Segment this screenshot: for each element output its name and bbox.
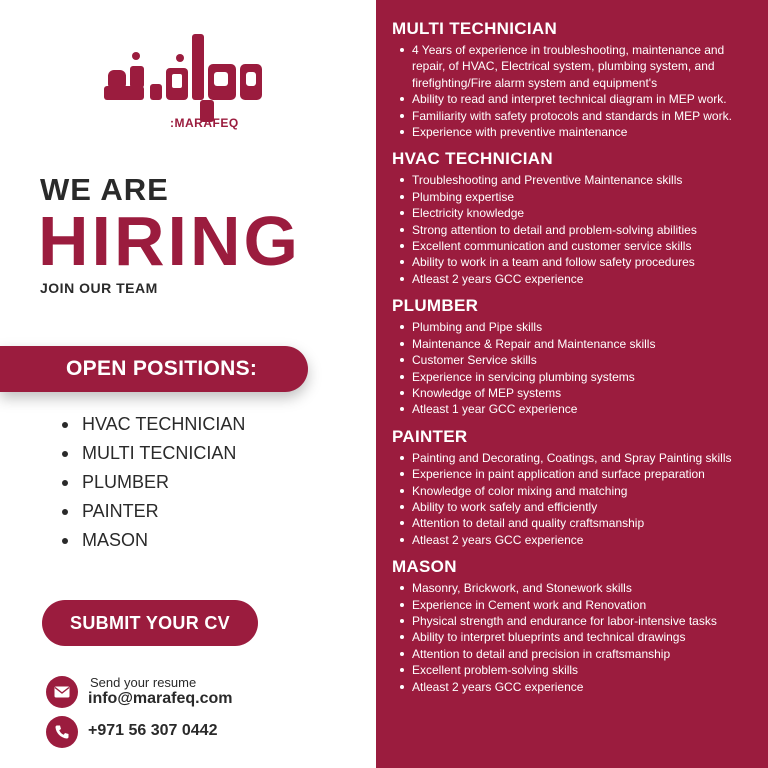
job-requirement: Troubleshooting and Preventive Maintenance skills	[412, 172, 758, 188]
job-requirement: Experience in Cement work and Renovation	[412, 597, 758, 613]
job-requirement: Maintenance & Repair and Maintenance skills	[412, 336, 758, 352]
positions-list	[62, 410, 245, 555]
job-requirement: Ability to interpret blueprints and technical drawings	[412, 629, 758, 645]
email-link[interactable]: info@marafeq.com	[88, 690, 233, 707]
job-painter	[392, 424, 758, 548]
job-hvac-technician	[392, 146, 758, 287]
job-requirement: Attention to detail and precision in craftsmanship	[412, 646, 758, 662]
position-item: MASON	[62, 526, 245, 555]
left-panel	[0, 0, 376, 768]
we-are-heading: WE ARE	[40, 172, 169, 207]
job-title: PAINTER	[392, 426, 468, 446]
job-requirement: Atleast 1 year GCC experience	[412, 401, 758, 417]
job-requirement: Excellent problem-solving skills	[412, 662, 758, 678]
logo-wordmark: :MARAFEQ	[170, 116, 239, 130]
hiring-heading: HIRING	[38, 202, 301, 280]
open-positions-banner	[0, 346, 308, 392]
phone-icon	[46, 716, 78, 748]
job-requirement: Ability to read and interpret technical diagram in MEP work.	[412, 91, 758, 107]
job-requirement: Physical strength and endurance for labor-intensive tasks	[412, 613, 758, 629]
job-requirement: Familiarity with safety protocols and standards in MEP work.	[412, 108, 758, 124]
job-requirement: Atleast 2 years GCC experience	[412, 271, 758, 287]
job-requirement: 4 Years of experience in troubleshooting, maintenance and repair, of HVAC, Electrical system, plumbing system, and firefighting/Fire alarm system and equipment's	[412, 42, 758, 91]
job-multi-technician	[392, 16, 758, 140]
job-requirement: Customer Service skills	[412, 352, 758, 368]
job-requirement: Knowledge of color mixing and matching	[412, 483, 758, 499]
job-requirements-panel	[376, 0, 768, 768]
job-requirement: Strong attention to detail and problem-solving abilities	[412, 222, 758, 238]
job-title: MULTI TECHNICIAN	[392, 19, 558, 38]
phone-number[interactable]: +971 56 307 0442	[88, 722, 218, 739]
job-requirement: Ability to work safely and efficiently	[412, 499, 758, 515]
job-title: PLUMBER	[392, 296, 479, 316]
job-requirement: Knowledge of MEP systems	[412, 385, 758, 401]
job-mason	[392, 554, 758, 695]
open-positions-title: OPEN POSITIONS:	[66, 357, 258, 380]
job-requirement: Atleast 2 years GCC experience	[412, 532, 758, 548]
position-item: HVAC TECHNICIAN	[62, 410, 245, 439]
job-requirement: Atleast 2 years GCC experience	[412, 679, 758, 695]
job-requirement: Attention to detail and quality craftsmanship	[412, 515, 758, 531]
job-requirement: Masonry, Brickwork, and Stonework skills	[412, 580, 758, 596]
send-resume-text: Send your resume	[90, 675, 197, 690]
position-item: MULTI TECNICIAN	[62, 439, 245, 468]
job-title: HVAC TECHNICIAN	[392, 149, 553, 169]
job-plumber	[392, 293, 758, 417]
join-team-text: JOIN OUR TEAM	[40, 280, 158, 296]
job-requirement: Plumbing expertise	[412, 189, 758, 205]
position-item: PLUMBER	[62, 468, 245, 497]
job-requirement: Experience in paint application and surface preparation	[412, 466, 758, 482]
job-requirement: Experience with preventive maintenance	[412, 124, 758, 140]
submit-cv-button[interactable]: SUBMIT YOUR CV	[42, 600, 258, 646]
job-requirement: Plumbing and Pipe skills	[412, 319, 758, 335]
job-requirement: Painting and Decorating, Coatings, and Spray Painting skills	[412, 450, 758, 466]
mail-icon	[46, 676, 78, 708]
job-requirement: Electricity knowledge	[412, 205, 758, 221]
position-item: PAINTER	[62, 497, 245, 526]
job-requirement: Excellent communication and customer service skills	[412, 238, 758, 254]
job-requirement: Ability to work in a team and follow safety procedures	[412, 254, 758, 270]
job-requirement: Experience in servicing plumbing systems	[412, 369, 758, 385]
job-title: MASON	[392, 557, 457, 577]
